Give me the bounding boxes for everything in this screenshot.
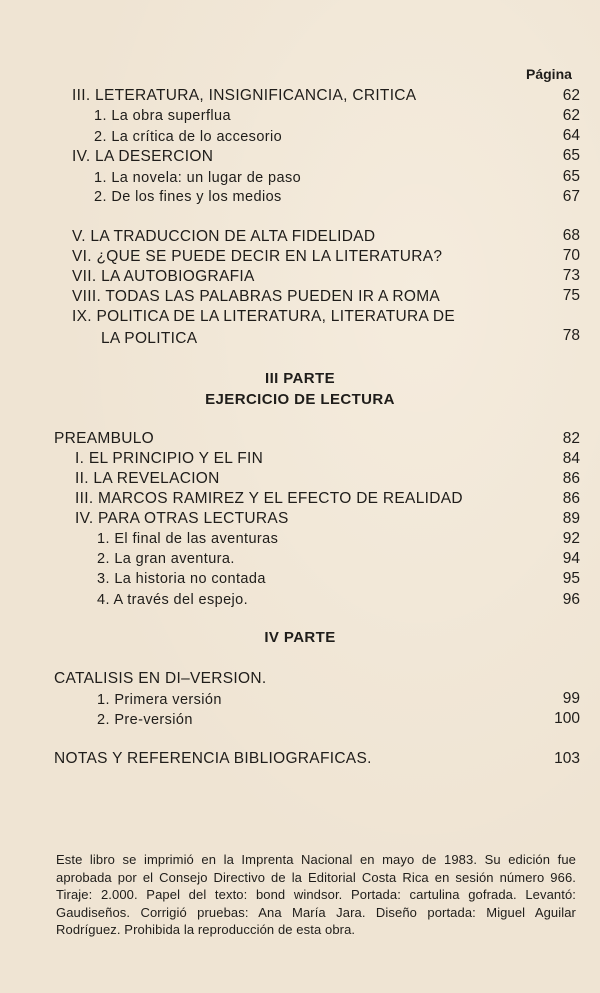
toc-entry-title: V. LA TRADUCCION DE ALTA FIDELIDAD bbox=[72, 228, 376, 245]
toc-entry-page: 92 bbox=[562, 530, 580, 547]
toc-entry-page: 99 bbox=[562, 690, 580, 707]
toc-entry-page: 68 bbox=[562, 227, 580, 244]
toc-entry-page: 75 bbox=[562, 287, 580, 304]
part-title: III PARTE bbox=[265, 370, 335, 387]
toc-entry-page: 100 bbox=[554, 710, 580, 727]
toc-entry-page: 94 bbox=[562, 550, 580, 567]
toc-entry-title: IV. LA DESERCION bbox=[72, 148, 214, 165]
toc-entry-title: NOTAS Y REFERENCIA BIBLIOGRAFICAS. bbox=[54, 750, 372, 767]
toc-entry-title: VI. ¿QUE SE PUEDE DECIR EN LA LITERATURA? bbox=[72, 248, 443, 265]
toc-entry-page: 62 bbox=[562, 107, 580, 124]
toc-entry-title: II. LA REVELACION bbox=[75, 470, 220, 487]
toc-entry-page: 82 bbox=[562, 430, 580, 447]
colophon-text: Este libro se imprimió en la Imprenta Nacional en mayo de 1983. Su edición fue aprobada por el Consejo Directivo de la Editorial Costa Rica en sesión número 966. Tiraje: 2.000. Papel del texto: bond windsor. Portada: cartulina gofrada. Levantó: Gaudiseños. Corrigió pruebas: Ana María Jara. Diseño portada: Miguel Aguilar Rodríguez. Prohibida la reproducción de esta obra. bbox=[56, 852, 576, 938]
toc-entry-page: 78 bbox=[562, 327, 580, 344]
toc-entry-title: 1. La obra superflua bbox=[94, 108, 231, 124]
toc-entry-title: IV. PARA OTRAS LECTURAS bbox=[75, 510, 289, 527]
toc-entry-title: VII. LA AUTOBIOGRAFIA bbox=[72, 268, 255, 285]
toc-entry-title: 2. La gran aventura. bbox=[97, 551, 235, 567]
toc-entry-page: 96 bbox=[562, 591, 580, 608]
toc-entry-title: 3. La historia no contada bbox=[97, 571, 266, 587]
part-subtitle: EJERCICIO DE LECTURA bbox=[205, 391, 395, 408]
toc-entry-title: 1. El final de las aventuras bbox=[97, 531, 279, 547]
toc-entry-title: 2. Pre-versión bbox=[97, 712, 193, 728]
part-title: IV PARTE bbox=[264, 629, 336, 646]
toc-entry-page: 65 bbox=[562, 147, 580, 164]
toc-entry-title: PREAMBULO bbox=[54, 430, 155, 447]
toc-entry-title: 2. De los fines y los medios bbox=[94, 189, 282, 205]
toc-entry-title: 1. Primera versión bbox=[97, 692, 222, 708]
toc-entry-title: IX. POLITICA DE LA LITERATURA, LITERATURA DE bbox=[72, 308, 455, 325]
toc-entry-title: III. LETERATURA, INSIGNIFICANCIA, CRITICA bbox=[72, 87, 417, 104]
toc-entry-title: 1. La novela: un lugar de paso bbox=[94, 170, 302, 186]
toc-entry-page: 64 bbox=[562, 127, 580, 144]
toc-entry-title: LA POLITICA bbox=[101, 330, 198, 347]
toc-entry-title: CATALISIS EN DI–VERSION. bbox=[54, 670, 267, 687]
toc-entry-page: 84 bbox=[562, 450, 580, 467]
toc-entry-title: 4. A través del espejo. bbox=[97, 592, 249, 608]
toc-entry-page: 73 bbox=[562, 267, 580, 284]
toc-entry-page: 89 bbox=[562, 510, 580, 527]
toc-entry-page: 62 bbox=[562, 87, 580, 104]
toc-entry-title: 2. La crítica de lo accesorio bbox=[94, 129, 283, 145]
toc-entry-page: 67 bbox=[562, 188, 580, 205]
toc-entry-page: 95 bbox=[562, 570, 580, 587]
toc-entry-page: 65 bbox=[562, 168, 580, 185]
toc-entry-page: 70 bbox=[562, 247, 580, 264]
page-column-header: Página bbox=[526, 66, 572, 82]
toc-entry-title: VIII. TODAS LAS PALABRAS PUEDEN IR A ROMA bbox=[72, 288, 441, 305]
toc-entry-title: I. EL PRINCIPIO Y EL FIN bbox=[75, 450, 264, 467]
toc-entry-title: III. MARCOS RAMIREZ Y EL EFECTO DE REALIDAD bbox=[75, 490, 463, 507]
toc-entry-page: 86 bbox=[562, 470, 580, 487]
toc-entry-page: 103 bbox=[554, 750, 580, 767]
toc-entry-page: 86 bbox=[562, 490, 580, 507]
